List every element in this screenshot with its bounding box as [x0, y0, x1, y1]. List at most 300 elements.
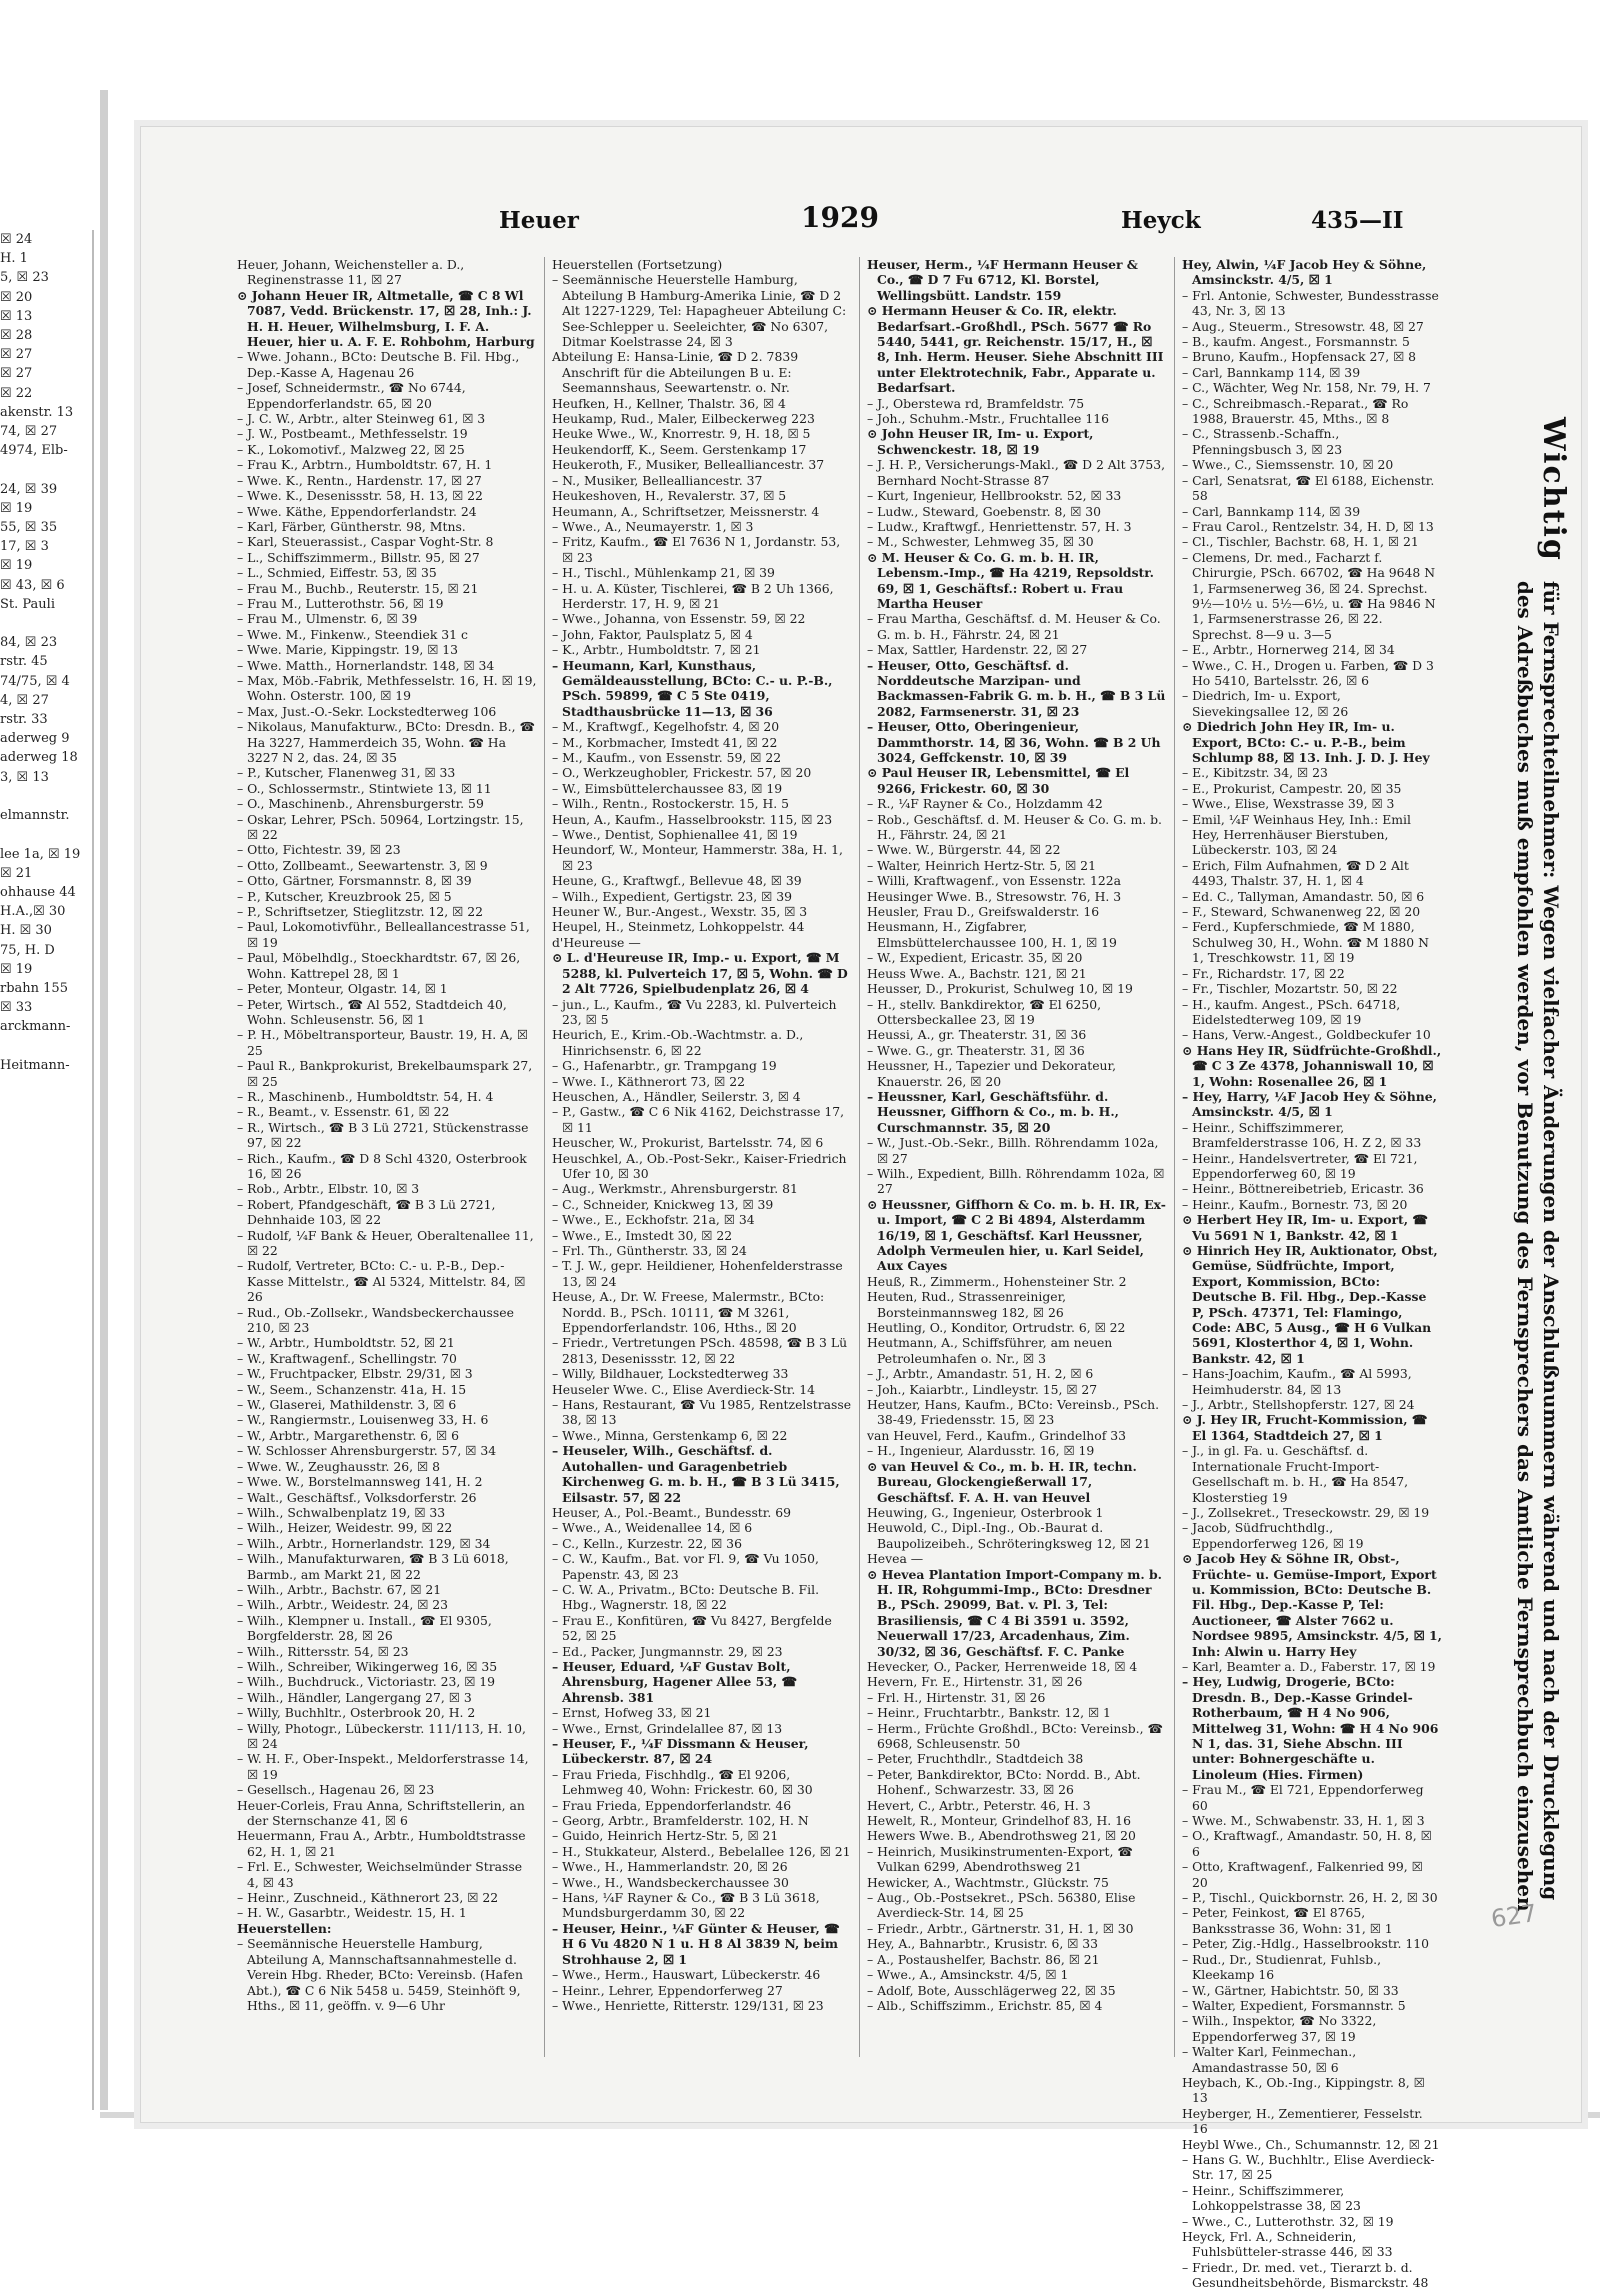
directory-entry: – Oskar, Lehrer, PSch. 50964, Lortzingstr. 15, ☒ 22	[237, 811, 524, 843]
directory-entry: – Wilh., Schwalbenplatz 19, ☒ 33	[237, 1504, 446, 1520]
directory-entry: – W., Expedient, Ericastr. 35, ☒ 20	[867, 950, 1083, 966]
directory-entry: – Wwe., C., Lutterothstr. 32, ☒ 19	[1182, 2213, 1394, 2229]
directory-entry: – Wwe., H., Wandsbeckerchaussee 30	[552, 1874, 789, 1890]
directory-entry: – Ernst, Hofweg 33, ☒ 21	[552, 1705, 712, 1721]
directory-columns	[237, 257, 1477, 2291]
prev-page-line: rbahn 155	[0, 980, 68, 996]
directory-entry: Heyck, Frl. A., Schneiderin, Fuhlsbütteler-strasse 446, ☒ 33	[1182, 2229, 1393, 2260]
directory-entry: – M., Kaufm., von Essenstr. 59, ☒ 22	[552, 750, 782, 765]
directory-entry: Heuer, Johann, Weichensteller a. D., Reginenstrasse 11, ☒ 27	[237, 257, 465, 288]
prev-page-line: ☒ 19	[0, 558, 33, 574]
header-year: 1929	[801, 201, 879, 234]
directory-entry: Heumann, A., Schriftsetzer, Meissnerstr. 4	[552, 503, 820, 519]
directory-entry: Heutzer, Hans, Kaufm., BCto: Vereinsb., PSch. 38-49, Friedensstr. 15, ☒ 23	[867, 1397, 1160, 1428]
directory-entry: – Heinr., Zuschneid., Käthnerort 23, ☒ 22	[237, 1890, 499, 1906]
directory-entry: Hevecker, O., Packer, Herrenweide 18, ☒ 4	[867, 1658, 1138, 1674]
directory-entry: – Wwe., Ernst, Grindelallee 87, ☒ 13	[552, 1720, 783, 1736]
directory-entry: – Frau Carol., Rentzelstr. 34, H. D, ☒ 13	[1182, 518, 1434, 534]
directory-entry: – P., Kutscher, Flanenweg 31, ☒ 33	[237, 765, 456, 781]
prev-page-line: ☒ 27	[0, 347, 33, 363]
directory-entry: Heuerstellen:	[237, 1920, 332, 1936]
directory-entry: – Alb., Schiffszimm., Erichstr. 85, ☒ 4	[867, 1997, 1103, 2013]
directory-entry: – J., Arbtr., Amandastr. 51, H. 2, ☒ 6	[867, 1366, 1094, 1382]
directory-entry: – Willy, Buchhltr., Osterbrook 20, H. 2	[237, 1705, 476, 1721]
directory-entry: – Wwe., A., Amsinckstr. 4/5, ☒ 1	[867, 1967, 1069, 1983]
prev-page-line: 4, ☒ 27	[0, 692, 49, 708]
directory-entry: ⊙ Hevea Plantation Import-Company m. b. H. IR, Rohgummi-Imp., BCto: Dresdner B., PSch. 29099, Bat. v. Pl. 3, Tel: Brasiliensis, ☎ C 4 Bi 3591 u. 3592, Neuerwall 17/23, Arcadenhaus, Zim. 30/32, ☒ 36, Geschäftsf. F. C. Panke	[867, 1566, 1162, 1659]
directory-entry: – Walter, Heinrich Hertz-Str. 5, ☒ 21	[867, 857, 1096, 873]
directory-entry: – N., Musiker, Bellealliancestr. 37	[552, 472, 763, 488]
directory-entry: Heuner W., Bur.-Angest., Wexstr. 35, ☒ 3	[552, 904, 808, 920]
prev-page-line	[0, 1037, 92, 1056]
directory-entry: – Jacob, Südfruchthdlg., Eppendorferweg 126, ☒ 19	[1182, 1520, 1364, 1551]
directory-entry: – C., Strassenb.-Schaffn., Pfenningsbusch 3, ☒ 23	[1182, 426, 1343, 457]
directory-entry: – H. W., Gasarbtr., Weidestr. 15, H. 1	[237, 1905, 467, 1921]
directory-entry: Hevea —	[867, 1551, 924, 1567]
directory-entry: – Willi, Kraftwagenf., von Essenstr. 122a	[867, 873, 1121, 889]
directory-entry: – Ludw., Kraftwgf., Henriettenstr. 57, H. 3	[867, 518, 1132, 534]
directory-entry: – Wwe., E., Eckhofstr. 21a, ☒ 34	[552, 1212, 755, 1228]
prev-page-line: 55, ☒ 35	[0, 520, 58, 536]
directory-entry: – W., Eimsbüttelerchaussee 83, ☒ 19	[552, 780, 783, 796]
directory-entry: – K., Arbtr., Humboldtstr. 7, ☒ 21	[552, 642, 761, 658]
directory-entry: – Gesellsch., Hagenau 26, ☒ 23	[237, 1782, 435, 1798]
prev-page-line	[0, 460, 92, 479]
directory-entry: – Rudolf, ¼F Bank & Heuer, Oberaltenallee 11, ☒ 22	[237, 1227, 534, 1258]
directory-entry: – L., Schiffszimmerm., Billstr. 95, ☒ 27	[237, 549, 480, 565]
directory-entry: Hevert, C., Arbtr., Peterstr. 46, H. 3	[867, 1797, 1091, 1813]
directory-entry: Hewicker, A., Wachtmstr., Glückstr. 75	[867, 1874, 1109, 1890]
directory-entry: Heuwold, C., Dipl.-Ing., Ob.-Baurat d. Baupolizeibeh., Schröteringksweg 12, ☒ 21	[867, 1520, 1151, 1551]
directory-entry: Heutmann, A., Schiffsführer, am neuen Petroleumhafen o. Nr., ☒ 3	[867, 1335, 1113, 1366]
directory-entry: – M., Korbmacher, Imstedt 41, ☒ 22	[552, 734, 778, 750]
directory-entry: – Karl, Steuerassist., Caspar Voght-Str. 8	[237, 534, 494, 550]
directory-entry: – Aug., Werkmstr., Ahrensburgerstr. 81	[552, 1181, 798, 1197]
directory-entry: – Hans G. W., Buchhltr., Elise Averdieck-Str. 17, ☒ 25	[1182, 2151, 1435, 2183]
directory-entry: – Wwe., Johanna, von Essenstr. 59, ☒ 22	[552, 611, 806, 627]
directory-entry: – Kurt, Ingenieur, Hellbrookstr. 52, ☒ 33	[867, 488, 1122, 504]
directory-entry: – Heinr., Schiffszimmerer, Bramfelderstrasse 106, H. Z 2, ☒ 33	[1182, 1119, 1422, 1151]
directory-entry: – Karl, Färber, Güntherstr. 98, Mtns.	[237, 518, 466, 534]
directory-entry: – K., Lokomotivf., Malzweg 22, ☒ 25	[237, 441, 465, 457]
prev-page-line: 74/75, ☒ 4	[0, 673, 70, 689]
directory-entry: – Diedrich, Im- u. Export, Sievekingsallee 12, ☒ 26	[1182, 688, 1349, 719]
directory-entry: – Wilh., Buchdruck., Victoriastr. 23, ☒ 19	[237, 1674, 496, 1690]
directory-entry: ⊙ van Heuvel & Co., m. b. H. IR, techn. Bureau, Glockengießerwall 17, Geschäftsf. F. A. H. van Heuvel	[867, 1458, 1137, 1505]
directory-entry: – jun., L., Kaufm., ☎ Vu 2283, kl. Pulverteich 23, ☒ 5	[552, 996, 837, 1027]
directory-entry: – Cl., Tischler, Bachstr. 68, H. 1, ☒ 21	[1182, 534, 1419, 550]
directory-entry: – Rudolf, Vertreter, BCto: C.- u. P.-B., Dep.-Kasse Mittelstr., ☎ Al 5324, Mittelstr. 84, ☒ 26	[237, 1258, 526, 1305]
directory-entry: – Wwe., A., Weidenallee 14, ☒ 6	[552, 1520, 753, 1536]
directory-entry: ⊙ J. Hey IR, Frucht-Kommission, ☎ El 1364, Stadtdeich 27, ☒ 1	[1182, 1412, 1428, 1443]
directory-entry: Heukendorff, K., Seem. Gerstenkamp 17	[552, 441, 807, 457]
directory-entry: – E., Arbtr., Hornerweg 214, ☒ 34	[1182, 642, 1395, 658]
directory-entry: – Fritz, Kaufm., ☎ El 7636 N 1, Jordanstr. 53, ☒ 23	[552, 534, 841, 565]
directory-entry: Heuser, A., Pol.-Beamt., Bundesstr. 69	[552, 1504, 791, 1520]
directory-entry: – Peter, Feinkost, ☎ El 8765, Banksstrasse 36, Wohn: 31, ☒ 1	[1182, 1905, 1393, 1936]
directory-entry: – Herm., Früchte Großhdl., BCto: Vereinsb., ☎ 6968, Schleusenstr. 50	[867, 1720, 1163, 1751]
directory-entry: Heuermann, Frau A., Arbtr., Humboldtstrasse 62, H. 1, ☒ 21	[237, 1828, 526, 1859]
directory-entry: – J., Arbtr., Stellshopferstr. 127, ☒ 24	[1182, 1397, 1415, 1413]
prev-page-line	[0, 825, 92, 844]
directory-entry: ⊙ Hermann Heuser & Co. IR, elektr. Bedarfsart.-Großhdl., PSch. 5677 ☎ Ro 5440, 5441, gr. Reichenstr. 15/17, H., ☒ 8, Inh. Herm. Heuser. Siehe Abschnitt III unter Elektrotechnik, Fabr., Apparate u. Bedarfsart.	[867, 303, 1164, 396]
directory-entry: – T. J. W., gepr. Heildiener, Hohenfelderstrasse 13, ☒ 24	[552, 1258, 843, 1289]
prev-page-line: ☒ 28	[0, 328, 33, 344]
directory-entry: – C., Kelln., Kurzestr. 22, ☒ 36	[552, 1535, 742, 1551]
directory-entry: – Guido, Heinrich Hertz-Str. 5, ☒ 21	[552, 1828, 779, 1844]
directory-entry: – Friedr., Arbtr., Gärtnerstr. 31, H. 1, ☒ 30	[867, 1920, 1134, 1936]
directory-entry: – Wwe. Johann., BCto: Deutsche B. Fil. Hbg., Dep.-Kasse A, Hagenau 26	[237, 349, 520, 380]
directory-entry: – Ed., Packer, Jungmannstr. 29, ☒ 23	[552, 1643, 783, 1659]
directory-entry: ⊙ Johann Heuer IR, Altmetalle, ☎ C 8 Wl 7087, Vedd. Brückenstr. 17, ☒ 28, Inh.: J. H. H. Heuer, Wilhelmsburg, I. F. A. Heuer, hier u. A. F. E. Rohbohm, Harburg	[237, 287, 535, 350]
directory-entry: Heundorf, W., Monteur, Hammerstr. 38a, H. 1, ☒ 23	[552, 842, 843, 873]
directory-entry: – C., Schreibmasch.-Reparat., ☎ Ro 1988, Brauerstr. 45, Mths., ☒ 8	[1182, 395, 1409, 427]
previous-page-fragment	[0, 230, 94, 2110]
prev-page-line: aderweg 18	[0, 750, 78, 766]
directory-entry: – R., ¼F Rayner & Co., Holzdamm 42	[867, 796, 1103, 812]
directory-entry: – Carl, Senatsrat, ☎ El 6188, Eichenstr. 58	[1182, 472, 1435, 504]
directory-entry: – J., Oberstewa rd, Bramfeldstr. 75	[867, 395, 1085, 411]
directory-entry: Heuss Wwe. A., Bachstr. 121, ☒ 21	[867, 965, 1087, 981]
directory-entry: – Walter, Expedient, Forsmannstr. 5	[1182, 1997, 1406, 2013]
column-1	[237, 257, 537, 2057]
directory-entry: – Heuseler, Wilh., Geschäftsf. d. Autohallen- und Garagenbetrieb Kirchenweg G. m. b. H., ☎ B 3 Lü 3415, Eilsastr. 57, ☒ 22	[552, 1443, 840, 1505]
directory-entry: Heukeroth, F., Musiker, Bellealliancestr. 37	[552, 457, 825, 473]
directory-entry: – Carl, Bannkamp 114, ☒ 39	[1182, 364, 1361, 380]
directory-entry: – Heussner, Karl, Geschäftsführ. d. Heussner, Giffhorn & Co., m. b. H., Curschmannstr. 35, ☒ 20	[867, 1088, 1119, 1135]
directory-entry: – Heinrich, Musikinstrumenten-Export, ☎ Vulkan 6299, Abendrothsweg 21	[867, 1843, 1133, 1875]
prev-page-line: 74, ☒ 27	[0, 424, 58, 440]
directory-entry: – Frau M., Buchb., Reuterstr. 15, ☒ 21	[237, 580, 479, 596]
directory-entry: ⊙ Diedrich John Hey IR, Im- u. Export, BCto: C.- u. P.-B., beim Schlump 88, ☒ 13. Inh. J. D. J. Hey	[1182, 719, 1430, 765]
directory-entry: – F., Steward, Schwanenweg 22, ☒ 20	[1182, 904, 1421, 920]
directory-entry: – P., Schriftsetzer, Stieglitzstr. 12, ☒ 22	[237, 904, 483, 920]
prev-page-line: H.A.,☒ 30	[0, 904, 66, 920]
directory-entry: – Wwe. W., Bürgerstr. 44, ☒ 22	[867, 842, 1061, 858]
directory-entry: – Paul R., Bankprokurist, Brekelbaumspark 27, ☒ 25	[237, 1058, 533, 1089]
directory-entry: Heybach, K., Ob.-Ing., Kippingstr. 8, ☒ 13	[1182, 2074, 1425, 2106]
directory-entry: – Wilh., Expedient, Billh. Röhrendamm 102a, ☒ 27	[867, 1165, 1165, 1197]
directory-entry: – Heuser, Eduard, ¼F Gustav Bolt, Ahrensburg, Hagener Allee 53, ☎ Ahrensb. 381	[552, 1658, 797, 1705]
prev-page-line: ☒ 43, ☒ 6	[0, 577, 65, 593]
directory-entry: Heuschkel, A., Ob.-Post-Sekr., Kaiser-Friedrich Ufer 10, ☒ 30	[552, 1150, 847, 1181]
directory-entry: – W., Arbtr., Humboldtstr. 52, ☒ 21	[237, 1335, 455, 1351]
directory-entry: – Heinr., Fruchtarbtr., Bankstr. 12, ☒ 1	[867, 1705, 1111, 1721]
directory-entry: – Rich., Kaufm., ☎ D 8 Schl 4320, Osterbrook 16, ☒ 26	[237, 1150, 527, 1181]
directory-entry: – Willy, Photogr., Lübeckerstr. 111/113, H. 10, ☒ 24	[237, 1720, 526, 1751]
directory-entry: – Wilh., Expedient, Gertigstr. 23, ☒ 39	[552, 888, 792, 904]
prev-page-line: 24, ☒ 39	[0, 481, 58, 497]
directory-entry: – Frl. Th., Güntherstr. 33, ☒ 24	[552, 1243, 747, 1258]
directory-entry: – W. H. F., Ober-Inspekt., Meldorferstrasse 14, ☒ 19	[237, 1751, 529, 1782]
column-3	[867, 257, 1167, 2057]
directory-entry: Heusmann, H., Zigfabrer, Elmsbüttelerchaussee 100, H. 1, ☒ 19	[867, 919, 1117, 950]
directory-entry: ⊙ Herbert Hey IR, Im- u. Export, ☎ Vu 5691 N 1, Bankstr. 42, ☒ 1	[1182, 1212, 1428, 1243]
prev-page-line: H. ☒ 30	[0, 923, 52, 939]
prev-page-line: ☒ 20	[0, 289, 33, 305]
directory-entry: – J. W., Postbeamt., Methfesselstr. 19	[237, 426, 468, 442]
prev-page-line: St. Pauli	[0, 596, 55, 612]
directory-entry: – Wilh., Inspektor, ☎ No 3322, Eppendorferweg 37, ☒ 19	[1182, 2013, 1377, 2044]
directory-entry: ⊙ Jacob Hey & Söhne IR, Obst-, Früchte- u. Gemüse-Import, Export u. Kommission, BCto: Deutsche B. Fil. Hbg., Dep.-Kasse P, Tel: Auctioneer, ☎ Alster 7662 u. Nordsee 9895, Amsinckstr. 4/5, ☒ 1, Inh: Alwin u. Harry Hey	[1182, 1551, 1442, 1659]
directory-entry: – Max, Sattler, Hardenstr. 22, ☒ 27	[867, 642, 1088, 658]
directory-entry: – Wwe., H., Hammerlandstr. 20, ☒ 26	[552, 1859, 788, 1875]
directory-entry: – W., Seem., Schanzenstr. 41a, H. 15	[237, 1381, 467, 1397]
directory-entry: – Peter, Wirtsch., ☎ Al 552, Stadtdeich 40, Wohn. Schleusenstr. 56, ☒ 1	[237, 996, 507, 1027]
directory-entry: – Wilh., Rittersstr. 54, ☒ 23	[237, 1643, 409, 1659]
directory-entry: – Wwe. Marie, Kippingstr. 19, ☒ 13	[237, 642, 459, 658]
page-number: 435—II	[1311, 207, 1404, 234]
directory-entry: – P. H., Möbeltransporteur, Baustr. 19, H. A, ☒ 25	[237, 1027, 529, 1058]
column-2	[552, 257, 852, 2057]
directory-entry: – Emil, ¼F Weinhaus Hey, Inh.: Emil Hey, Herrenhäuser Bierstuben, Lübeckerstr. 103, ☒ 24	[1182, 811, 1411, 858]
directory-entry: – Heumann, Karl, Kunsthaus, Gemäldeausstellung, BCto: C.- u. P.-B., PSch. 59899, ☎ C 5 Ste 0419, Stadthausbrücke 11—13, ☒ 36	[552, 657, 833, 719]
directory-entry: – H., Stukkateur, Alsterd., Bebelallee 126, ☒ 21	[552, 1843, 851, 1859]
directory-page	[140, 126, 1582, 2291]
directory-entry: – Frau Martha, Geschäftsf. d. M. Heuser & Co. G. m. b. H., Fährstr. 24, ☒ 21	[867, 611, 1161, 642]
prev-page-line: 84, ☒ 23	[0, 635, 58, 651]
directory-entry: – R., Wirtsch., ☎ B 3 Lü 2721, Stückenstrasse 97, ☒ 22	[237, 1119, 529, 1151]
directory-entry: – Ferd., Kupferschmiede, ☎ M 1880, Schulweg 30, H., Wohn. ☎ M 1880 N 1, Treschkowstr. 11, ☒ 19	[1182, 919, 1429, 966]
header-left-word: Heuer	[499, 207, 579, 234]
directory-entry: Hewers Wwe. B., Abendrothsweg 21, ☒ 20	[867, 1828, 1136, 1844]
directory-entry: – R., Maschinenb., Humboldtstr. 54, H. 4	[237, 1088, 494, 1104]
directory-entry: – W., Glaserei, Mathildenstr. 3, ☒ 6	[237, 1397, 457, 1413]
directory-entry: Heuseler Wwe. C., Elise Averdieck-Str. 14	[552, 1381, 815, 1397]
directory-entry: – Hey, Ludwig, Drogerie, BCto: Dresdn. B., Dep.-Kasse Grindel-Rotherbaum, ☎ H 4 No 906, Mittelweg 31, Wohn: ☎ H 4 No 906 N 1, das. 31, Siehe Abschn. III unter: Bohnergeschäfte u. Linoleum (Hies. Firmen)	[1182, 1674, 1439, 1782]
prev-page-line: 3, ☒ 13	[0, 769, 49, 785]
column-divider	[859, 257, 860, 2057]
side-notice-line-2: des Adreßbuches muß empfohlen werden, vor Benutzung des Fernsprechers das Amtliche Fernsprechbuch einzusehen	[1513, 580, 1537, 1912]
directory-entry: – John, Faktor, Paulsplatz 5, ☒ 4	[552, 626, 753, 642]
directory-entry: – Wwe. W., Zeughausstr. 26, ☒ 8	[237, 1458, 440, 1474]
directory-entry: – Georg, Arbtr., Bramfelderstr. 102, H. N	[552, 1813, 809, 1829]
directory-entry: – Otto, Zollbeamt., Seewartenstr. 3, ☒ 9	[237, 857, 488, 873]
directory-entry: – Frau Frieda, Eppendorferlandstr. 46	[552, 1797, 792, 1813]
directory-entry: – R., Beamt., v. Essenstr. 61, ☒ 22	[237, 1104, 450, 1120]
prev-page-line: lee 1a, ☒ 19	[0, 846, 81, 862]
directory-entry: – Rud., Dr., Studienrat, Fuhlsb., Kleekamp 16	[1182, 1951, 1382, 1983]
directory-entry: Heuscher, W., Prokurist, Bartelsstr. 74, ☒ 6	[552, 1135, 824, 1151]
directory-entry: – Frau K., Arbtrn., Humboldtstr. 67, H. 1	[237, 457, 493, 473]
directory-entry: – Frl. H., Hirtenstr. 31, ☒ 26	[867, 1689, 1046, 1705]
directory-entry: – Wwe., C., Siemssenstr. 10, ☒ 20	[1182, 457, 1394, 473]
directory-entry: – Heuser, Otto, Oberingenieur, Dammthorstr. 14, ☒ 36, Wohn. ☎ B 2 Uh 3024, Geffckenstr. 10, ☒ 39	[867, 719, 1161, 765]
directory-entry: – M., Kraftwgf., Kegelhofstr. 4, ☒ 20	[552, 719, 780, 735]
directory-entry: – W. Schlosser Ahrensburgerstr. 57, ☒ 34	[237, 1443, 497, 1459]
prev-page-line: H. 1	[0, 251, 28, 267]
directory-entry: ⊙ Paul Heuser IR, Lebensmittel, ☎ El 9266, Frickestr. 60, ☒ 30	[867, 765, 1130, 796]
directory-entry: – Nikolaus, Manufakturw., BCto: Dresdn. B., ☎ Ha 3227, Hammerdeich 35, Wohn. ☎ Ha 3227 N 2, das. 24, ☒ 35	[237, 719, 535, 765]
directory-entry: Hewelt, R., Monteur, Grindelhof 83, H. 16	[867, 1813, 1131, 1829]
directory-entry: – Erich, Film Aufnahmen, ☎ D 2 Alt 4493, Thalstr. 37, H. 1, ☒ 4	[1182, 857, 1409, 889]
prev-page-line: 75, H. D	[0, 942, 55, 958]
directory-entry: – Wwe., Dentist, Sophienallee 41, ☒ 19	[552, 827, 798, 843]
directory-entry: Heusinger Wwe. B., Stresowstr. 76, H. 3	[867, 888, 1122, 904]
directory-entry: – Friedr., Dr. med. vet., Tierarzt b. d. Gesundheitsbehörde, Bismarckstr. 48	[1182, 2259, 1429, 2291]
directory-entry: – Rob., Arbtr., Elbstr. 10, ☒ 3	[237, 1181, 420, 1197]
directory-entry: Heybl Wwe., Ch., Schumannstr. 12, ☒ 21	[1182, 2136, 1440, 2152]
prev-page-line: aderweg 9	[0, 731, 70, 747]
directory-entry: Heukeshoven, H., Revalerstr. 37, ☒ 5	[552, 488, 787, 504]
prev-page-line: ohhause 44	[0, 884, 76, 900]
directory-entry: – W., Just.-Ob.-Sekr., Billh. Röhrendamm 102a, ☒ 27	[867, 1135, 1159, 1166]
directory-entry: Heuwing, G., Ingenieur, Osterbrook 1	[867, 1504, 1104, 1520]
directory-entry: – J. C. W., Arbtr., alter Steinweg 61, ☒ 3	[237, 411, 486, 427]
directory-entry: ⊙ Hinrich Hey IR, Auktionator, Obst, Gemüse, Südfrüchte, Import, Export, Kommission, BCto: Deutsche B. Fil. Hbg., Dep.-Kasse P, PSch. 47371, Tel: Flamingo, Code: ABC, 5 Ausg., ☎ H 6 Vulkan 5691, Klosterthor 4, ☒ 1, Wohn. Bankstr. 42, ☒ 1	[1182, 1243, 1438, 1366]
column-divider	[544, 257, 545, 2057]
directory-entry: – A., Postaushelfer, Bachstr. 86, ☒ 21	[867, 1951, 1100, 1967]
directory-entry: – Heuser, F., ¼F Dissmann & Heuser, Lübeckerstr. 87, ☒ 24	[552, 1736, 809, 1767]
directory-entry: – E., Prokurist, Campestr. 20, ☒ 35	[1182, 780, 1402, 796]
prev-page-line: ☒ 19	[0, 500, 33, 516]
directory-entry: Hey, Alwin, ¼F Jacob Hey & Söhne, Amsinckstr. 4/5, ☒ 1	[1182, 257, 1427, 288]
directory-entry: – Seemännische Heuerstelle Hamburg, Abteilung A, Mannschaftsannahmestelle d. Verein Hbg. Rheder, BCto: Vereinsb. (Hafen Abt.), ☎ C 6 Nik 5458 u. 5459, Steinhöft 9, Hths., ☒ 11, geöffn. v. 9—6 Uhr	[237, 1936, 523, 2013]
directory-entry: – J., Zollsekret., Treseckowstr. 29, ☒ 19	[1182, 1504, 1430, 1520]
prev-page-line: ☒ 24	[0, 232, 33, 247]
directory-entry: Hey, A., Bahnarbtr., Krusistr. 6, ☒ 33	[867, 1936, 1099, 1952]
directory-entry: – Frau M., Lutterothstr. 56, ☒ 19	[237, 595, 444, 611]
directory-entry: van Heuvel, Ferd., Kaufm., Grindelhof 33	[867, 1427, 1127, 1443]
directory-entry: – Wilh., Arbtr., Bachstr. 67, ☒ 21	[237, 1581, 442, 1597]
directory-entry: Heutling, O., Konditor, Ortrudstr. 6, ☒ 22	[867, 1320, 1126, 1336]
prev-page-line: rstr. 45	[0, 654, 48, 670]
directory-entry: – G., Hafenarbtr., gr. Trampgang 19	[552, 1058, 777, 1074]
directory-entry: – Max, Möb.-Fabrik, Methfesselstr. 16, H. ☒ 19, Wohn. Osterstr. 100, ☒ 19	[237, 672, 537, 704]
directory-entry: – Wwe. W., Borstelmannsweg 141, H. 2	[237, 1474, 483, 1490]
directory-entry: – Wwe., E., Imstedt 30, ☒ 22	[552, 1227, 733, 1243]
directory-entry: – Aug., Steuerm., Stresowstr. 48, ☒ 27	[1182, 318, 1424, 334]
directory-entry: – Fr., Richardstr. 17, ☒ 22	[1182, 965, 1345, 981]
directory-entry: Heusser, D., Prokurist, Schulweg 10, ☒ 19	[867, 981, 1133, 997]
directory-entry: Heupel, H., Steinmetz, Lohkoppelstr. 44	[552, 919, 805, 935]
header-right-word: Heyck	[1121, 207, 1201, 234]
directory-entry: – Peter, Zig.-Hdlg., Hasselbrookstr. 110	[1182, 1936, 1429, 1952]
directory-entry: d'Heureuse —	[552, 934, 641, 950]
directory-entry: – Rob., Geschäftsf. d. M. Heuser & Co. G. m. b. H., Fährstr. 24, ☒ 21	[867, 811, 1162, 843]
directory-entry: – Wwe. K., Rentn., Hardenstr. 17, ☒ 27	[237, 472, 482, 488]
prev-page-line: 4974, Elb-	[0, 443, 68, 459]
directory-entry: Abteilung E: Hansa-Linie, ☎ D 2. 7839 Anschrift für die Abteilungen B u. E: Seemannshaus, Seewartenstr. o. Nr.	[552, 349, 799, 396]
directory-entry: – C., Wächter, Weg Nr. 158, Nr. 79, H. 7	[1182, 380, 1431, 396]
directory-entry: – Wwe. K., Desenissstr. 58, H. 13, ☒ 22	[237, 488, 483, 504]
directory-entry: Heuten, Rud., Strassenreiniger, Borsteinmannsweg 182, ☒ 26	[867, 1289, 1067, 1320]
prev-page-line: Heitmann-	[0, 1057, 70, 1073]
directory-entry: – Frau M., ☎ El 721, Eppendorferweg 60	[1182, 1782, 1424, 1813]
directory-entry: – P., Gastw., ☎ C 6 Nik 4162, Deichstrasse 17, ☒ 11	[552, 1104, 845, 1135]
directory-entry: – O., Werkzeughobler, Frickestr. 57, ☒ 20	[552, 765, 812, 781]
directory-entry: Heune, G., Kraftwgf., Bellevue 48, ☒ 39	[552, 873, 802, 889]
directory-entry: – J. H. P., Versicherungs-Makl., ☎ D 2 Alt 3753, Bernhard Nocht-Strasse 87	[867, 457, 1166, 488]
directory-entry: – Wwe., C. H., Drogen u. Farben, ☎ D 3 Ho 5410, Bartelsstr. 26, ☒ 6	[1182, 657, 1434, 688]
prev-page-line: ☒ 13	[0, 308, 33, 324]
directory-entry: – Rud., Ob.-Zollsekr., Wandsbeckerchaussee 210, ☒ 23	[237, 1304, 514, 1336]
directory-entry: – Wwe., A., Neumayerstr. 1, ☒ 3	[552, 518, 754, 534]
directory-entry: – Carl, Bannkamp 114, ☒ 39	[1182, 503, 1361, 519]
directory-entry: Heusler, Frau D., Greifswalderstr. 16	[867, 904, 1100, 920]
directory-entry: Hevern, Fr. E., Hirtenstr. 31, ☒ 26	[867, 1674, 1083, 1690]
directory-entry: ⊙ M. Heuser & Co. G. m. b. H. IR, Lebensm.-Imp., ☎ Ha 4219, Repsoldstr. 69, ☒ 1, Geschäftsf.: Robert u. Frau Martha Heuser	[867, 549, 1154, 611]
directory-entry: – P., Tischl., Quickbornstr. 26, H. 2, ☒ 30	[1182, 1890, 1438, 1906]
directory-entry: – Wilh., Heizer, Weidestr. 99, ☒ 22	[237, 1520, 453, 1536]
prev-page-line: ☒ 21	[0, 865, 33, 881]
directory-entry: – B., kaufm. Angest., Forsmannstr. 5	[1182, 334, 1410, 350]
prev-page-line: 17, ☒ 3	[0, 539, 49, 555]
directory-entry: – Frau M., Ulmenstr. 6, ☒ 39	[237, 611, 418, 627]
directory-entry: – Clemens, Dr. med., Facharzt f. Chirurgie, PSch. 66702, ☎ Ha 9648 N 1, Farmsenerweg 36, ☒ 24. Sprechst. 9½—10½ u. 5½—6½, u. ☎ Ha 9846 N 1, Farmsenerstrasse 26, ☒ 22. Sprechst. 8—9 u. 3—5	[1182, 549, 1436, 642]
directory-entry: – L., Schmied, Eiffestr. 53, ☒ 35	[237, 565, 437, 581]
prev-page-line: elmannstr.	[0, 808, 70, 824]
directory-entry: – Frau Frieda, Fischhdlg., ☎ El 9206, Lehmweg 40, Wohn: Frickestr. 60, ☒ 30	[552, 1766, 813, 1798]
directory-entry: – C. W., Kaufm., Bat. vor Fl. 9, ☎ Vu 1050, Papenstr. 43, ☒ 23	[552, 1551, 819, 1582]
directory-entry: – Otto, Kraftwagenf., Falkenried 99, ☒ 20	[1182, 1859, 1423, 1890]
directory-entry: – M., Schwester, Lehmweg 35, ☒ 30	[867, 534, 1094, 550]
directory-entry: – Walt., Geschäftsf., Volksdorferstr. 26	[237, 1489, 477, 1505]
directory-entry: – Heuser, Otto, Geschäftsf. d. Norddeutsche Marzipan- und Backmassen-Fabrik G. m. b. H., ☎ B 3 Lü 2082, Farmsenerstr. 31, ☒ 23	[867, 657, 1166, 719]
directory-entry: – W., Kraftwagenf., Schellingstr. 70	[237, 1350, 457, 1366]
directory-entry: – Wwe. M., Schwabenstr. 33, H. 1, ☒ 3	[1182, 1813, 1425, 1829]
directory-entry: Heuschen, A., Händler, Seilerstr. 3, ☒ 4	[552, 1088, 801, 1104]
side-notice-line-1: für Fernsprechteilnehmer: Wegen vielfacher Änderungen der Anschlußnummern während und nach der Drucklegung	[1539, 580, 1563, 1901]
directory-entry: Heuse, A., Dr. W. Freese, Malermstr., BCto: Nordd. B., PSch. 10111, ☎ M 3261, Eppendorferlandstr. 106, Hths., ☒ 20	[552, 1289, 825, 1336]
prev-page-line: arckmann-	[0, 1019, 71, 1035]
directory-entry: – O., Maschinenb., Ahrensburgerstr. 59	[237, 796, 484, 812]
prev-page-line	[0, 787, 92, 806]
directory-entry: – W., Arbtr., Margarethenstr. 6, ☒ 6	[237, 1427, 459, 1443]
prev-page-line: rstr. 33	[0, 712, 48, 728]
directory-entry: – Ludw., Steward, Goebenstr. 8, ☒ 30	[867, 503, 1102, 519]
directory-entry: ⊙ L. d'Heureuse IR, Imp.- u. Export, ☎ M 5288, kl. Pulverteich 17, ☒ 5, Wohn. ☎ D 2 Alt 7726, Spielbudenplatz 26, ☒ 4	[552, 950, 848, 997]
directory-entry: – W., Gärtner, Habichtstr. 50, ☒ 33	[1182, 1982, 1399, 1998]
directory-entry: – Wwe. Matth., Hornerlandstr. 148, ☒ 34	[237, 657, 495, 673]
directory-entry: Heuerstellen (Fortsetzung)	[552, 257, 723, 272]
directory-entry: – Otto, Fichtestr. 39, ☒ 23	[237, 842, 401, 858]
directory-entry: – Robert, Pfandgeschäft, ☎ B 3 Lü 2721, Dehnhaide 103, ☒ 22	[237, 1196, 496, 1228]
directory-entry: – Hans-Joachim, Kaufm., ☎ Al 5993, Heimhuderstr. 84, ☒ 13	[1182, 1366, 1412, 1397]
side-notice-word: Wichtig	[1536, 417, 1571, 562]
directory-entry: – O., Schlossermstr., Stintwiete 13, ☒ 11	[237, 780, 492, 796]
directory-entry: – O., Kraftwagf., Amandastr. 50, H. 8, ☒ 6	[1182, 1828, 1432, 1859]
directory-entry: – H., Tischl., Mühlenkamp 21, ☒ 39	[552, 565, 775, 581]
directory-entry: – Paul, Möbelhdlg., Stoeckhardtstr. 67, ☒ 26, Wohn. Kattrepel 28, ☒ 1	[237, 950, 521, 981]
directory-entry: – Heuser, Heinr., ¼F Günter & Heuser, ☎ H 6 Vu 4820 N 1 u. H 8 Al 3839 N, beim Strohhause 2, ☒ 1	[552, 1920, 840, 1967]
directory-entry: Heurich, E., Krim.-Ob.-Wachtmstr. a. D., Hinrichsenstr. 6, ☒ 22	[552, 1027, 804, 1058]
directory-entry: – Wwe., Henriette, Ritterstr. 129/131, ☒ 23	[552, 1997, 824, 2013]
directory-entry: Heussi, A., gr. Theaterstr. 31, ☒ 36	[867, 1027, 1087, 1043]
directory-entry: – Joh., Kaiarbtr., Lindleystr. 15, ☒ 27	[867, 1381, 1098, 1397]
page-edge-left	[100, 90, 108, 2110]
directory-entry: – Wwe. I., Käthnerort 73, ☒ 22	[552, 1073, 745, 1089]
page-header	[141, 197, 1581, 237]
directory-entry: – Joh., Schuhm.-Mstr., Fruchtallee 116	[867, 411, 1109, 427]
directory-entry: – Adolf, Bote, Ausschlägerweg 22, ☒ 35	[867, 1982, 1116, 1998]
column-4	[1182, 257, 1442, 2291]
prev-page-line: ☒ 19	[0, 961, 33, 977]
directory-entry: – Hans, Verw.-Angest., Goldbeckufer 10	[1182, 1027, 1431, 1043]
directory-entry: – Heinr., Handelsvertreter, ☎ El 721, Eppendorferweg 60, ☒ 19	[1182, 1150, 1418, 1181]
directory-entry: – Wwe., Minna, Gerstenkamp 6, ☒ 22	[552, 1427, 788, 1443]
directory-entry: – Peter, Monteur, Olgastr. 14, ☒ 1	[237, 981, 448, 997]
directory-entry: – H., Ingenieur, Alardusstr. 16, ☒ 19	[867, 1443, 1095, 1459]
directory-entry: – Max, Just.-O.-Sekr. Lockstedterweg 106	[237, 703, 497, 719]
directory-entry: – Frl. E., Schwester, Weichselmünder Strasse 4, ☒ 43	[237, 1859, 523, 1890]
directory-entry: – Peter, Fruchthdlr., Stadtdeich 38	[867, 1751, 1084, 1767]
directory-entry: – Wilh., Arbtr., Hornerlandstr. 129, ☒ 34	[237, 1535, 491, 1551]
directory-entry: – Seemännische Heuerstelle Hamburg, Abteilung B Hamburg-Amerika Linie, ☎ D 2 Alt 1227-1229, Tel: Hapagheuer Abteilung C: See-Schlepper u. Seeleichter, ☎ No 6307, Ditmar Koelstrasse 24, ☒ 3	[552, 272, 847, 350]
directory-entry: – Walter Karl, Feinmechan., Amandastrasse 50, ☒ 6	[1182, 2044, 1357, 2075]
directory-entry: – P., Kutscher, Kreuzbrook 25, ☒ 5	[237, 888, 452, 904]
directory-entry: – C. W. A., Privatm., BCto: Deutsche B. Fil. Hbg., Wagnerstr. 18, ☒ 22	[552, 1581, 820, 1613]
